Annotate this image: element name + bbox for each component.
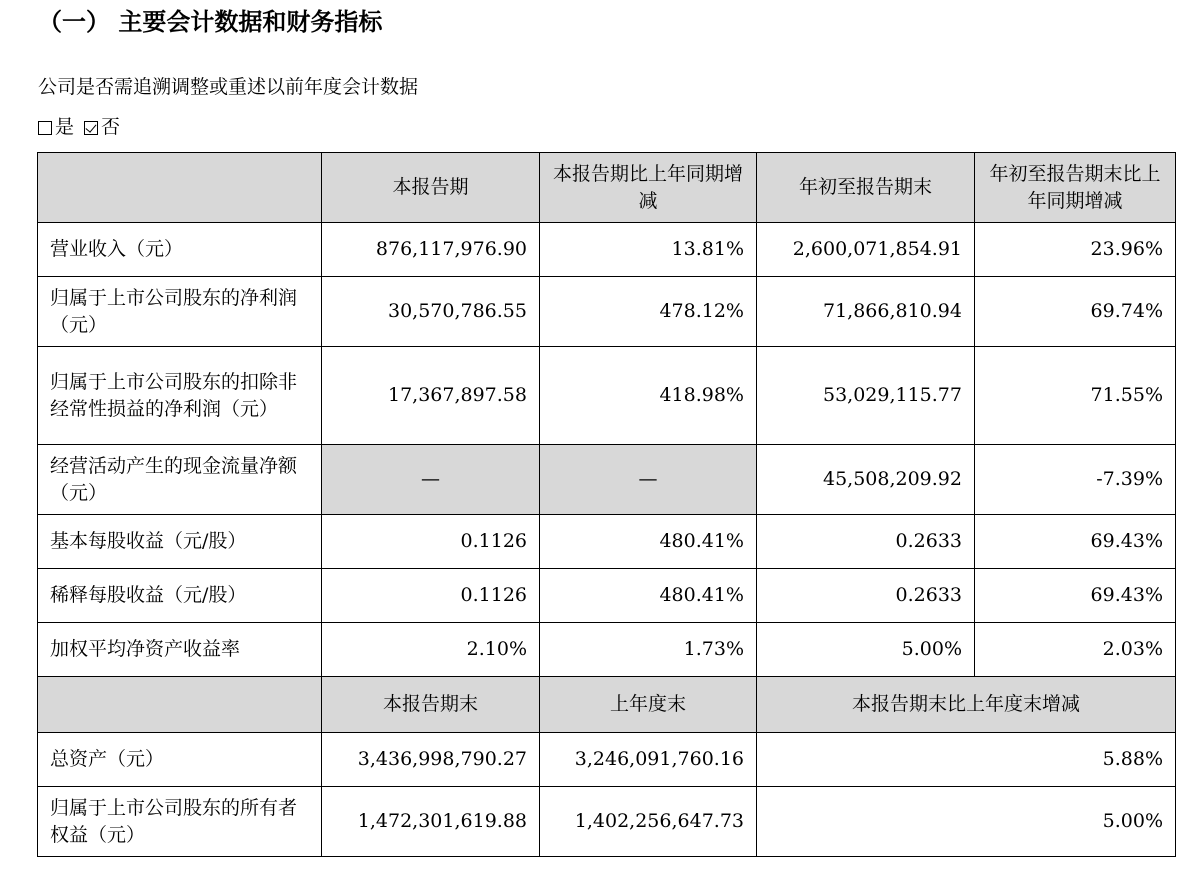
table-cell: 69.74% — [975, 277, 1176, 347]
section-title: 主要会计数据和财务指标 — [118, 8, 383, 36]
table-cell: 418.98% — [540, 347, 757, 445]
table-cell: 5.00% — [757, 787, 1176, 857]
table-header-cell: 本报告期 — [322, 153, 540, 223]
table-row — [38, 515, 1176, 569]
table-cell: 69.43% — [975, 569, 1176, 623]
option-no — [84, 112, 120, 142]
table-cell: 5.88% — [757, 733, 1176, 787]
table-cell: 478.12% — [540, 277, 757, 347]
row-label: 加权平均净资产收益率 — [38, 623, 322, 677]
table-cell: 3,436,998,790.27 — [322, 733, 540, 787]
option-no-label: 否 — [101, 116, 121, 138]
table-row — [38, 347, 1176, 445]
table-cell: -7.39% — [975, 445, 1176, 515]
table-cell: 876,117,976.90 — [322, 223, 540, 277]
table-cell: 30,570,786.55 — [322, 277, 540, 347]
table-cell: 3,246,091,760.16 — [540, 733, 757, 787]
table-cell: 480.41% — [540, 569, 757, 623]
table-cell: 0.1126 — [322, 569, 540, 623]
table-cell: 53,029,115.77 — [757, 347, 975, 445]
row-label: 经营活动产生的现金流量净额（元） — [38, 445, 322, 515]
table-cell: — — [540, 445, 757, 515]
table-cell: 71,866,810.94 — [757, 277, 975, 347]
row-label: 基本每股收益（元/股） — [38, 515, 322, 569]
table-cell: 13.81% — [540, 223, 757, 277]
table-header-cell: 年初至报告期末 — [757, 153, 975, 223]
table-cell: 0.2633 — [757, 515, 975, 569]
table-cell: 45,508,209.92 — [757, 445, 975, 515]
table-row — [38, 787, 1176, 857]
table-row — [38, 223, 1176, 277]
table-cell: 71.55% — [975, 347, 1176, 445]
table-cell: 23.96% — [975, 223, 1176, 277]
table-header-cell: 年初至报告期末比上年同期增减 — [975, 153, 1176, 223]
table-cell: 0.1126 — [322, 515, 540, 569]
table-header-cell: 本报告期末比上年度末增减 — [757, 677, 1176, 733]
option-yes — [38, 112, 74, 142]
table-row — [38, 445, 1176, 515]
row-label: 稀释每股收益（元/股） — [38, 569, 322, 623]
section-heading — [38, 4, 382, 40]
row-label: 归属于上市公司股东的扣除非经常性损益的净利润（元） — [38, 347, 322, 445]
table-cell: 1,402,256,647.73 — [540, 787, 757, 857]
table-cell: 480.41% — [540, 515, 757, 569]
table-row — [38, 733, 1176, 787]
table-cell: 1,472,301,619.88 — [322, 787, 540, 857]
financial-data-table — [37, 152, 1176, 857]
table-cell: 1.73% — [540, 623, 757, 677]
row-label: 总资产（元） — [38, 733, 322, 787]
table-cell: 5.00% — [757, 623, 975, 677]
table-row — [38, 569, 1176, 623]
table-cell: 2.10% — [322, 623, 540, 677]
table-row — [38, 277, 1176, 347]
header-blank-cell — [38, 153, 322, 223]
table-cell: 2,600,071,854.91 — [757, 223, 975, 277]
table-header-cell: 本报告期比上年同期增减 — [540, 153, 757, 223]
table-cell: 69.43% — [975, 515, 1176, 569]
table-cell: 0.2633 — [757, 569, 975, 623]
checkbox-checked-icon — [84, 121, 98, 135]
row-label: 营业收入（元） — [38, 223, 322, 277]
restatement-question: 公司是否需追溯调整或重述以前年度会计数据 — [38, 76, 419, 98]
table-cell: 2.03% — [975, 623, 1176, 677]
table-row — [38, 623, 1176, 677]
section-number: （一） — [38, 8, 110, 36]
restatement-options — [38, 112, 130, 142]
table-header-cell: 本报告期末 — [322, 677, 540, 733]
table-header-cell: 上年度末 — [540, 677, 757, 733]
row-label: 归属于上市公司股东的所有者权益（元） — [38, 787, 322, 857]
row-label: 归属于上市公司股东的净利润（元） — [38, 277, 322, 347]
table-cell: — — [322, 445, 540, 515]
table-header-row — [38, 153, 1176, 223]
table-cell: 17,367,897.58 — [322, 347, 540, 445]
table-subheader-row — [38, 677, 1176, 733]
option-yes-label: 是 — [55, 116, 75, 138]
header-blank-cell — [38, 677, 322, 733]
checkbox-unchecked-icon — [38, 121, 52, 135]
